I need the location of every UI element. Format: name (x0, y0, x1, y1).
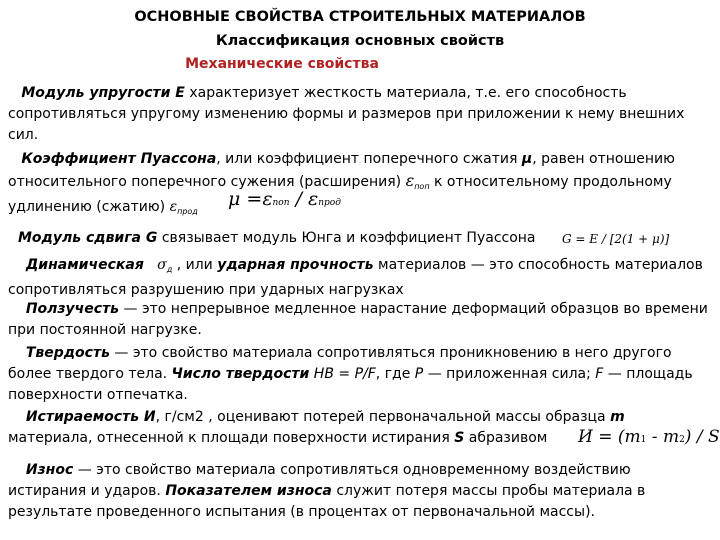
abrasion-formula-m2: m (662, 427, 680, 447)
hardness-text-4: — площадь поверхности отпечатка. (8, 366, 693, 403)
hardness-term-2: Число твердости (171, 366, 310, 382)
abrasion-formula-sub2: 2 (679, 435, 685, 445)
poisson-text-2: , равен отношению относительного поперечного сужения (расширения) (8, 151, 675, 190)
elasticity-paragraph (8, 83, 712, 146)
elasticity-text: характеризует жесткость материала, т.е. его способность сопротивляться упругому изменению формы и размеров при приложении к нему внешних сил. (8, 85, 685, 143)
section-title: Механические свойства (185, 56, 379, 72)
abrasion-formula-sub1: 1 (640, 435, 647, 445)
dynamic-sigma: σ (157, 257, 167, 273)
poisson-mu: μ (521, 151, 533, 167)
abrasion-term: Истираемость И (25, 409, 156, 425)
poisson-eps-pop: ε (405, 171, 415, 190)
poisson-formula-eps2: ε (308, 188, 319, 210)
hardness-f: F (595, 366, 604, 382)
creep-term: Ползучесть (25, 301, 120, 317)
abrasion-text-1: , г/см2 , оценивают потерей первоначальной массы образца (155, 409, 611, 425)
creep-paragraph (8, 299, 712, 341)
wear-term-2: Показателем износа (165, 483, 332, 499)
hardness-paragraph (8, 343, 712, 406)
page-title: ОСНОВНЫЕ СВОЙСТВА СТРОИТЕЛЬНЫХ МАТЕРИАЛОВ (134, 9, 586, 25)
abrasion-formula (578, 427, 720, 447)
poisson-formula-slash: / (289, 188, 309, 210)
poisson-text-3: к относительному продольному удлинению (сжатию) (8, 174, 672, 215)
wear-paragraph (8, 460, 712, 523)
poisson-eps-prod: ε (169, 199, 178, 215)
hardness-text-3: — приложенная сила; (423, 366, 596, 382)
poisson-paragraph (8, 149, 712, 222)
poisson-eps-pop-sub: поп (414, 182, 430, 191)
abrasion-formula-minus: - (646, 427, 663, 447)
abrasion-formula-lhs: И = ( (578, 427, 625, 447)
dynamic-text-2: материалов — это способность материалов сопротивляться разрушению при ударных нагрузках (8, 257, 703, 298)
shear-term: Модуль сдвига G (18, 230, 158, 246)
poisson-formula-eps1: ε (262, 188, 273, 210)
poisson-formula-lhs: μ = (228, 188, 263, 210)
wear-text-1: — это свойство материала сопротивляться одновременному воздействию истирания и ударов. (8, 462, 631, 499)
poisson-formula (228, 188, 341, 210)
poisson-formula-sub1: поп (272, 198, 290, 208)
abrasion-formula-m1: m (624, 427, 641, 447)
abrasion-formula-rhs: ) / S (684, 427, 720, 447)
poisson-formula-sub2: прод (318, 198, 341, 208)
shear-text: связывает модуль Юнга и коэффициент Пуассона (157, 230, 536, 246)
hardness-term: Твердость (25, 345, 110, 361)
poisson-eps-prod-sub: прод (177, 207, 198, 216)
wear-term: Износ (25, 462, 74, 478)
elasticity-term: Модуль упругости Е (21, 85, 185, 101)
creep-text: — это непрерывное медленное нарастание деформаций образцов во времени при постоянной нагрузке. (8, 301, 708, 338)
dynamic-term: Динамическая (25, 257, 144, 273)
wear-text-2: служит потеря массы пробы материала в результате проведенного испытания (в процентах от первоначальной массы). (8, 483, 646, 520)
dynamic-text-1: , или (176, 257, 218, 273)
abrasion-text-2: материала, отнесенной к площади поверхности истирания (8, 430, 455, 446)
shear-formula: G = E / [2(1 + μ)] (562, 232, 670, 246)
hardness-text-2: , где (375, 366, 415, 382)
poisson-term: Коэффициент Пуассона (21, 151, 217, 167)
dynamic-term-2: ударная прочность (217, 257, 374, 273)
dynamic-sigma-sub: д (166, 265, 173, 274)
abrasion-m: m (610, 409, 625, 425)
hardness-p: P (414, 366, 424, 382)
page-subtitle: Классификация основных свойств (215, 33, 505, 49)
hardness-formula: HB = P/F (309, 366, 376, 382)
abrasion-s: S (454, 430, 465, 446)
poisson-text-1: , или коэффициент поперечного сжатия (216, 151, 522, 167)
dynamic-paragraph (8, 255, 712, 301)
abrasion-text-3: абразивом (464, 430, 548, 446)
hardness-text-1: — это свойство материала сопротивляться проникновению в него другого более твердого тела. (8, 345, 672, 382)
